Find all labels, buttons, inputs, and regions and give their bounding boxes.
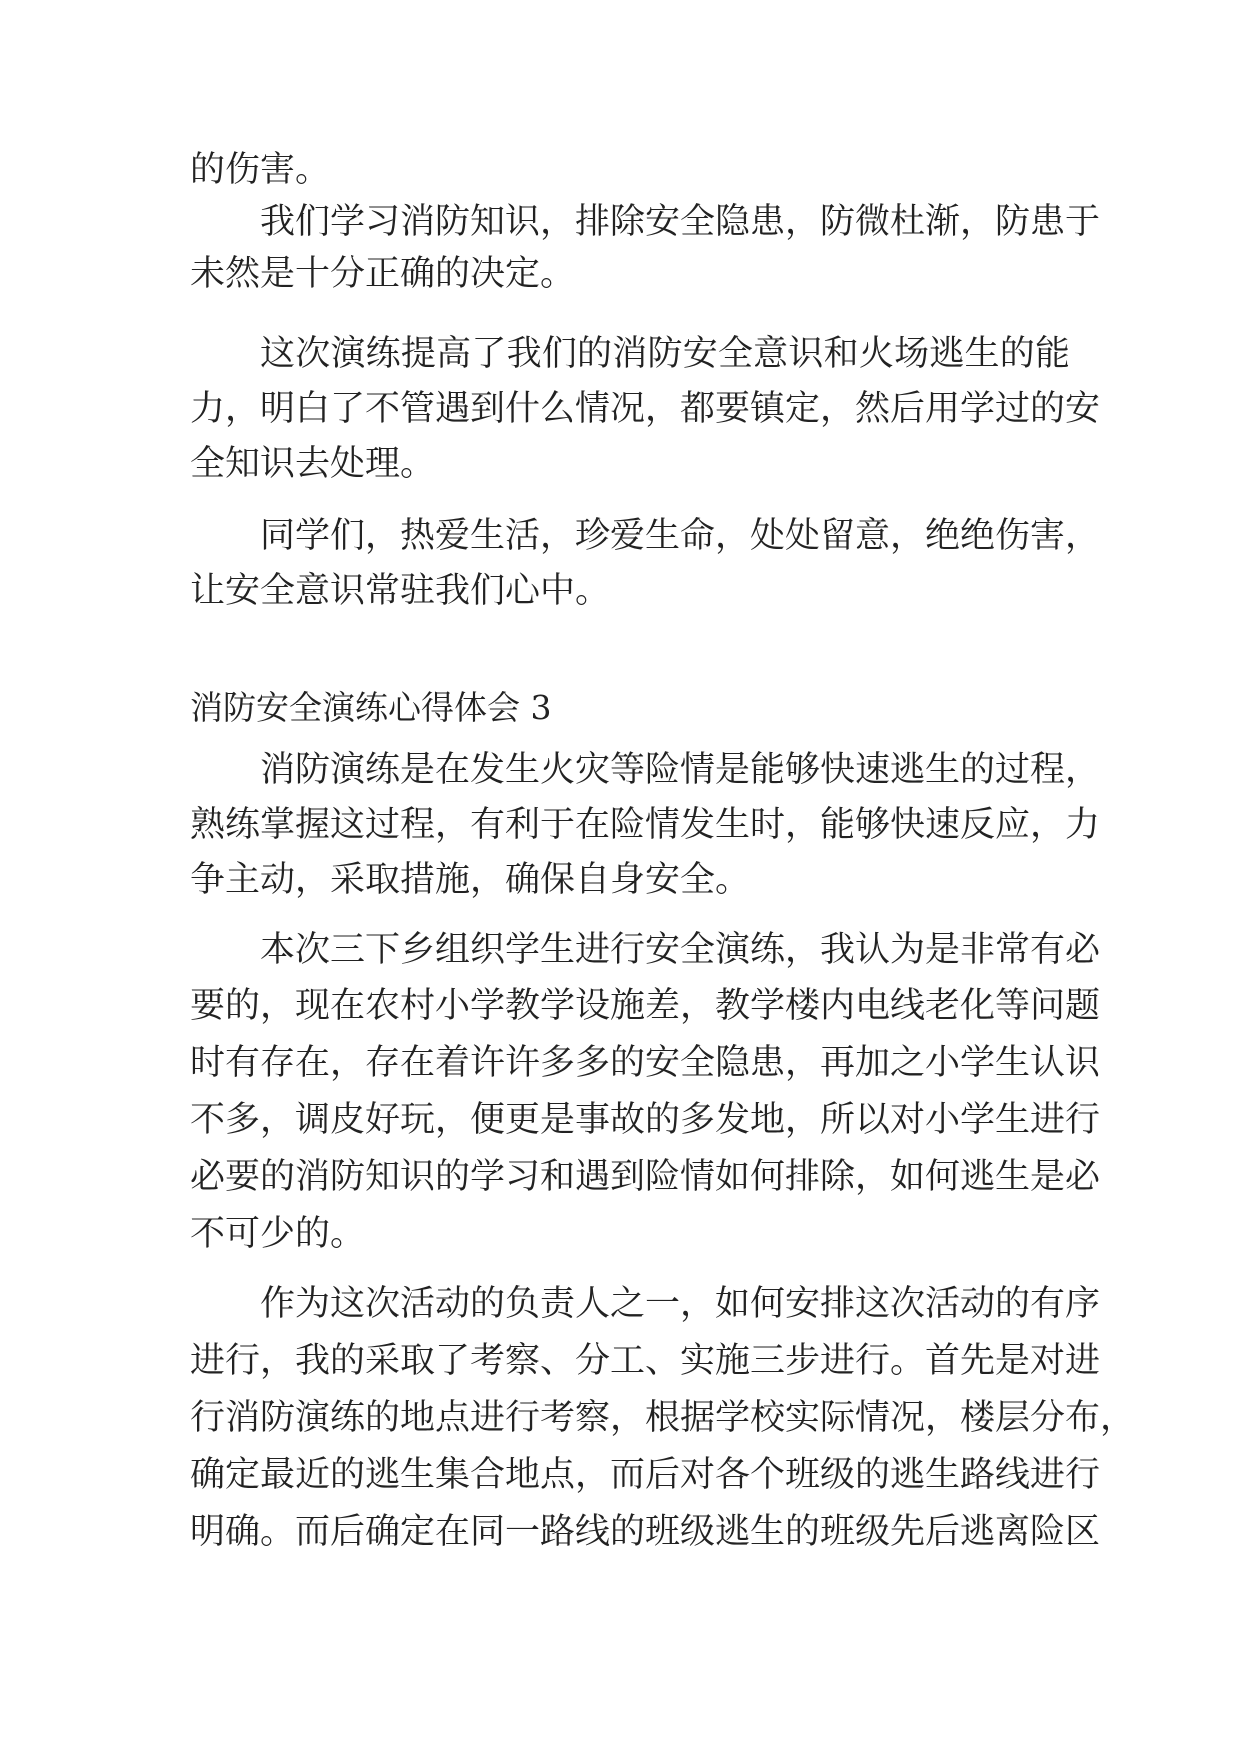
paragraph-line: 这次演练提高了我们的消防安全意识和火场逃生的能 [260, 334, 1070, 374]
paragraph-line: 作为这次活动的负责人之一，如何安排这次活动的有序 [260, 1284, 1101, 1324]
paragraph-line: 争主动，采取措施，确保自身安全。 [190, 860, 751, 900]
paragraph-line: 确定最近的逃生集合地点，而后对各个班级的逃生路线进行 [190, 1455, 1101, 1495]
paragraph-line: 全知识去处理。 [190, 444, 436, 484]
paragraph-line: 熟练掌握这过程，有利于在险情发生时，能够快速反应，力 [190, 805, 1101, 845]
paragraph-line: 消防演练是在发生火灾等险情是能够快速逃生的过程， [260, 750, 1101, 790]
paragraph-line: 本次三下乡组织学生进行安全演练，我认为是非常有必 [260, 930, 1101, 970]
paragraph-line: 不可少的。 [190, 1214, 366, 1254]
paragraph-line: 我们学习消防知识，排除安全隐患，防微杜渐，防患于 [260, 202, 1101, 242]
paragraph-line: 让安全意识常驻我们心中。 [190, 571, 611, 611]
paragraph-line: 明确。而后确定在同一路线的班级逃生的班级先后逃离险区 [190, 1512, 1101, 1552]
paragraph-line: 力，明白了不管遇到什么情况，都要镇定，然后用学过的安 [190, 389, 1101, 429]
paragraph-line: 行消防演练的地点进行考察，根据学校实际情况，楼层分布， [190, 1398, 1136, 1438]
paragraph-line: 必要的消防知识的学习和遇到险情如何排除，如何逃生是必 [190, 1157, 1101, 1197]
paragraph-line: 不多，调皮好玩，便更是事故的多发地，所以对小学生进行 [190, 1100, 1101, 1140]
section-title: 消防安全演练心得体会 3 [190, 688, 552, 727]
paragraph-line: 同学们，热爱生活，珍爱生命，处处留意，绝绝伤害， [260, 516, 1101, 556]
paragraph-line: 的伤害。 [190, 150, 331, 190]
paragraph-line: 未然是十分正确的决定。 [190, 254, 576, 294]
paragraph-line: 进行，我的采取了考察、分工、实施三步进行。首先是对进 [190, 1341, 1101, 1381]
paragraph-line: 要的，现在农村小学教学设施差，教学楼内电线老化等问题 [190, 986, 1101, 1026]
paragraph-line: 时有存在，存在着许许多多的安全隐患，再加之小学生认识 [190, 1043, 1101, 1083]
